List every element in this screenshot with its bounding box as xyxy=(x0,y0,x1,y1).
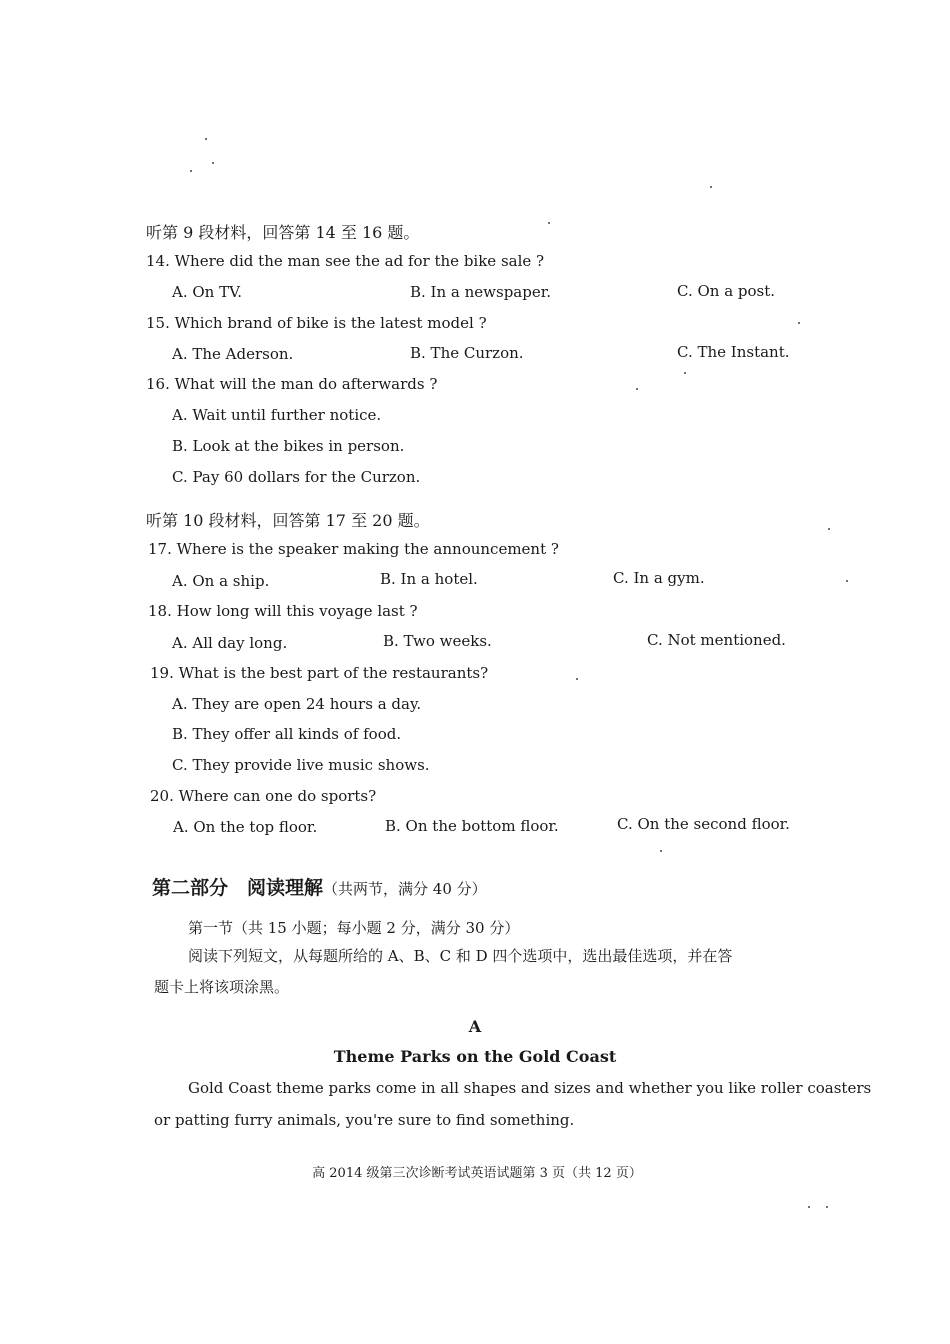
question-14-option-c: C. On a post. xyxy=(677,282,776,300)
page-footer: 高 2014 级第三次诊断考试英语试题第 3 页（共 12 页） xyxy=(312,1166,642,1181)
question-20-option-b: B. On the bottom floor. xyxy=(385,817,559,835)
question-14-option-b: B. In a newspaper. xyxy=(410,283,552,301)
scan-speck xyxy=(846,580,848,582)
passage-line-2: or patting furry animals, you're sure to find something. xyxy=(154,1111,575,1129)
scan-speck xyxy=(576,678,578,680)
question-19-option-a: A. They are open 24 hours a day. xyxy=(172,695,422,713)
part-2-title xyxy=(152,873,487,900)
scan-speck xyxy=(212,162,214,164)
scan-speck xyxy=(205,138,207,140)
scan-speck xyxy=(548,222,550,224)
question-17-option-b: B. In a hotel. xyxy=(380,570,478,588)
part-2-section-1-heading: 第一节（共 15 小题；每小题 2 分，满分 30 分） xyxy=(188,919,520,937)
scan-speck xyxy=(808,1206,810,1208)
question-16-stem: 16. What will the man do afterwards ? xyxy=(146,375,438,393)
question-14-option-a: A. On TV. xyxy=(172,283,243,301)
scan-speck xyxy=(190,170,192,172)
part-2-title-text: 第二部分 阅读理解 xyxy=(152,877,324,899)
passage-letter: A xyxy=(468,1017,482,1036)
question-15-option-b: B. The Curzon. xyxy=(410,344,524,362)
question-17-stem: 17. Where is the speaker making the announcement ? xyxy=(148,540,559,558)
scan-speck xyxy=(684,372,686,374)
scan-speck xyxy=(826,1206,828,1208)
question-16-option-b: B. Look at the bikes in person. xyxy=(172,437,405,455)
question-14-stem: 14. Where did the man see the ad for the bike sale ? xyxy=(146,252,545,270)
part-2-score-note: （共两节，满分 40 分） xyxy=(323,880,487,898)
section-10-heading: 听第 10 段材料，回答第 17 至 20 题。 xyxy=(146,511,430,530)
question-15-option-a: A. The Aderson. xyxy=(172,345,294,363)
passage-title: Theme Parks on the Gold Coast xyxy=(333,1047,617,1066)
section-9-heading: 听第 9 段材料，回答第 14 至 16 题。 xyxy=(146,223,420,242)
question-19-option-c: C. They provide live music shows. xyxy=(172,756,430,774)
question-17-option-a: A. On a ship. xyxy=(172,572,270,590)
question-19-stem: 19. What is the best part of the restaurants? xyxy=(150,664,489,682)
scan-speck xyxy=(710,186,712,188)
question-17-option-c: C. In a gym. xyxy=(613,569,705,587)
question-20-option-c: C. On the second floor. xyxy=(617,815,790,833)
question-18-option-a: A. All day long. xyxy=(172,634,288,652)
question-16-option-a: A. Wait until further notice. xyxy=(172,406,382,424)
scan-speck xyxy=(798,322,800,324)
question-20-option-a: A. On the top floor. xyxy=(173,818,318,836)
question-16-option-c: C. Pay 60 dollars for the Curzon. xyxy=(172,468,421,486)
question-18-stem: 18. How long will this voyage last ? xyxy=(148,602,418,620)
question-20-stem: 20. Where can one do sports? xyxy=(150,787,377,805)
scan-speck xyxy=(636,388,638,390)
scan-speck xyxy=(828,528,830,530)
question-18-option-b: B. Two weeks. xyxy=(383,632,492,650)
question-19-option-b: B. They offer all kinds of food. xyxy=(172,725,402,743)
scan-speck xyxy=(660,850,662,852)
passage-line-1: Gold Coast theme parks come in all shapes and sizes and whether you like roller coasters xyxy=(188,1079,872,1097)
question-18-option-c: C. Not mentioned. xyxy=(647,631,786,649)
question-15-stem: 15. Which brand of bike is the latest model ? xyxy=(146,314,487,332)
question-15-option-c: C. The Instant. xyxy=(677,343,790,361)
part-2-instructions-line-2: 题卡上将该项涂黑。 xyxy=(154,978,290,996)
part-2-instructions-line-1: 阅读下列短文，从每题所给的 A、B、C 和 D 四个选项中，选出最佳选项，并在答 xyxy=(188,947,733,965)
